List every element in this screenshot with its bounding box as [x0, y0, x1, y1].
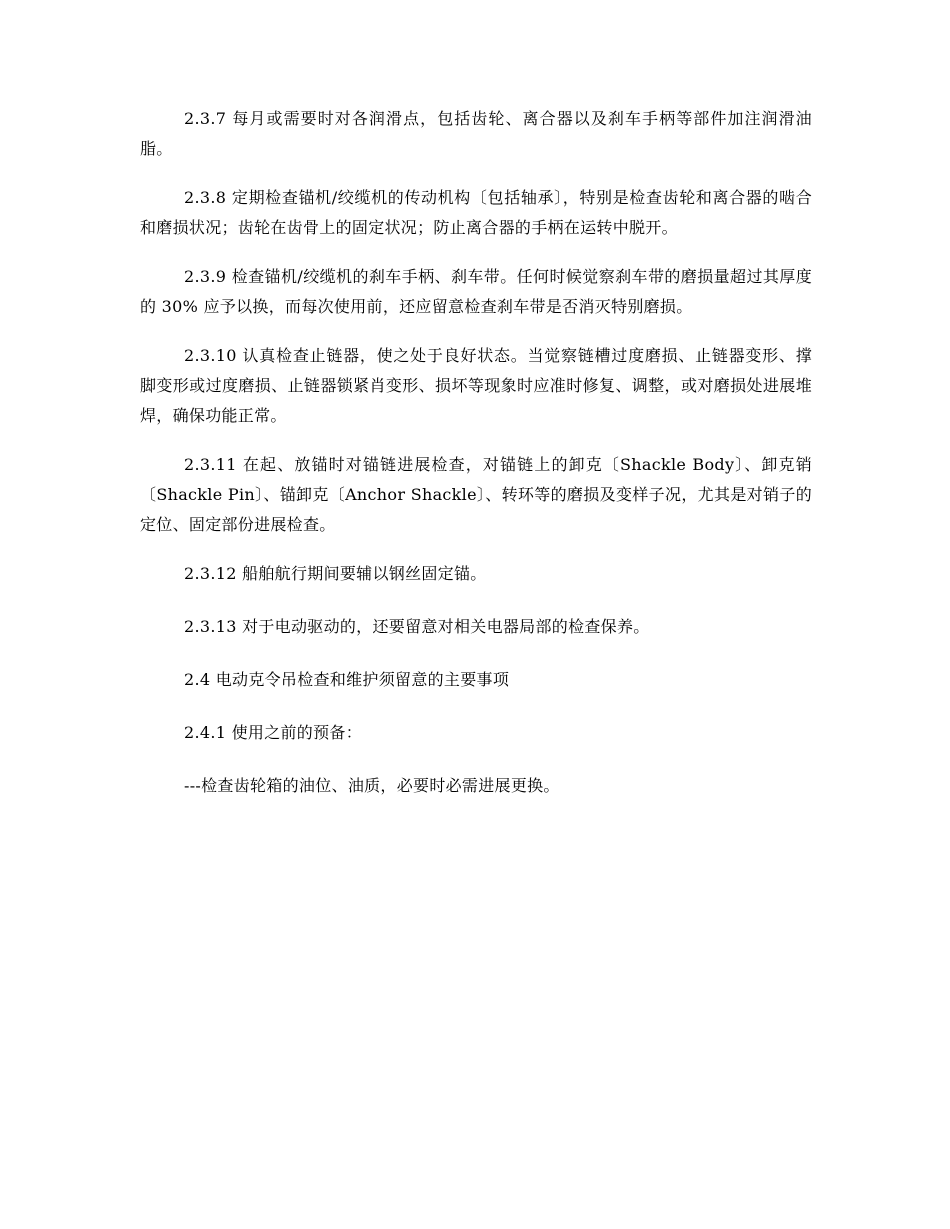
subsection-heading-2-4-1: 2.4.1 使用之前的预备：: [184, 723, 362, 742]
paragraph-2-3-11: 2.3.11 在起、放锚时对锚链进展检查，对锚链上的卸克〔Shackle Body〕、卸克销〔Shackle Pin〕、锚卸克〔Anchor Shackle〕、转环等的磨损及变样子况，尤其是对销子的定位、固定部份进展检查。: [140, 455, 812, 534]
paragraph-2-3-8: 2.3.8 定期检查锚机/绞缆机的传动机构〔包括轴承〕，特别是检查齿轮和离合器的啮合和磨损状况；齿轮在齿骨上的固定状况；防止离合器的手柄在运转中脱开。: [140, 188, 812, 237]
paragraph-2-3-9: 2.3.9 检查锚机/绞缆机的刹车手柄、刹车带。任何时候觉察刹车带的磨损量超过其厚度的 30% 应予以换，而每次使用前，还应留意检查刹车带是否消灭特别磨损。: [140, 267, 812, 316]
paragraph-2-3-7: 2.3.7 每月或需要时对各润滑点，包括齿轮、离合器以及刹车手柄等部件加注润滑油脂。: [140, 109, 812, 158]
list-item-gearbox-check: ---检查齿轮箱的油位、油质，必要时必需进展更换。: [184, 776, 560, 795]
paragraph-2-3-13: 2.3.13 对于电动驱动的，还要留意对相关电器局部的检查保养。: [184, 617, 650, 636]
document-body: [140, 104, 812, 824]
section-heading-2-4: 2.4 电动克令吊检查和维护须留意的主要事项: [184, 670, 510, 689]
paragraph-2-3-12: 2.3.12 船舶航行期间要辅以钢丝固定锚。: [184, 564, 487, 583]
paragraph-2-3-10: 2.3.10 认真检查止链器，使之处于良好状态。当觉察链槽过度磨损、止链器变形、撑脚变形或过度磨损、止链器锁紧肖变形、损坏等现象时应准时修复、调整，或对磨损处进展堆焊，确保功能正常。: [140, 346, 812, 425]
